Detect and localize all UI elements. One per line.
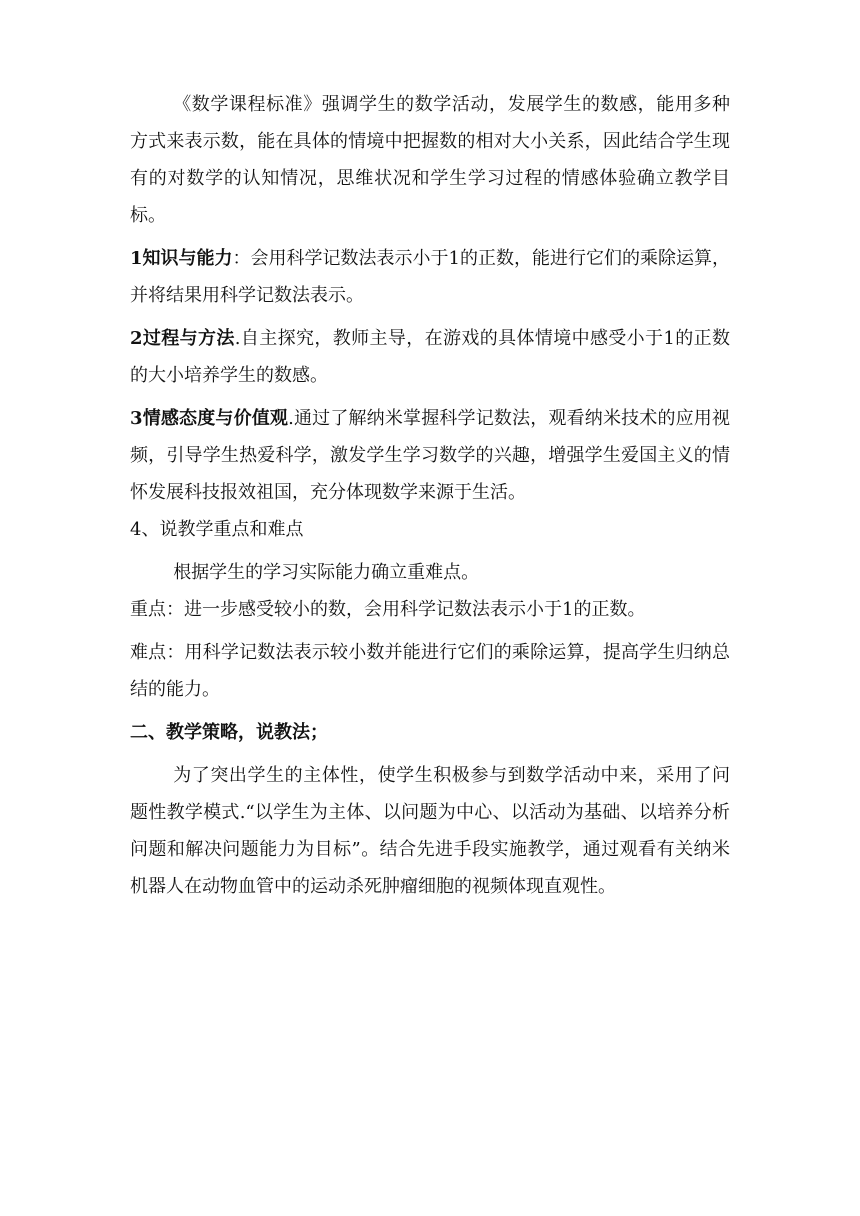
key-point-paragraph: 重点：进一步感受较小的数，会用科学记数法表示小于1的正数。 xyxy=(130,599,646,620)
strategy-paragraph: 为了突出学生的主体性，使学生积极参与到数学活动中来，采用了问题性教学模式.“以学生为主体、以问题为中心、以活动为基础、以培养分析问题和解决问题能力为目标”。结合先进手段实施教学，通过观看有关纳米机器人在动物血管中的运动杀死肿瘤细胞的视频体现直观性。 xyxy=(130,765,730,897)
goal-knowledge-text: ：会用科学记数法表示小于1的正数，能进行它们的乘除运算，并将结果用科学记数法表示。 xyxy=(130,248,730,306)
document-body xyxy=(130,86,730,911)
goal-knowledge-label: 1知识与能力 xyxy=(130,248,233,269)
section-4-intro: 根据学生的学习实际能力确立重难点。 xyxy=(173,562,480,583)
section-4-heading: 4、说教学重点和难点 xyxy=(130,519,304,540)
section-2-heading: 二、教学策略，说教法； xyxy=(130,722,328,743)
goal-process-label: 2过程与方法 xyxy=(130,328,235,349)
goal-emotion-paragraph xyxy=(130,400,730,511)
goal-emotion-text: .通过了解纳米掌握科学记数法，观看纳米技术的应用视频，引导学生热爱科学，激发学生学习数学的兴趣，增强学生爱国主义的情怀发展科技报效祖国，充分体现数学来源于生活。 xyxy=(130,408,730,503)
goal-emotion-label: 3情感态度与价值观 xyxy=(130,408,289,429)
difficult-point-paragraph: 难点：用科学记数法表示较小数并能进行它们的乘除运算，提高学生归纳总结的能力。 xyxy=(130,642,730,700)
goal-process-paragraph xyxy=(130,320,730,394)
goal-knowledge-paragraph xyxy=(130,240,730,314)
goal-process-text: .自主探究，教师主导，在游戏的具体情境中感受小于1的正数的大小培养学生的数感。 xyxy=(130,328,730,386)
intro-paragraph: 《数学课程标准》强调学生的数学活动，发展学生的数感，能用多种方式来表示数，能在具体的情境中把握数的相对大小关系，因此结合学生现有的对数学的认知情况，思维状况和学生学习过程的情感体验确立教学目标。 xyxy=(130,94,730,226)
